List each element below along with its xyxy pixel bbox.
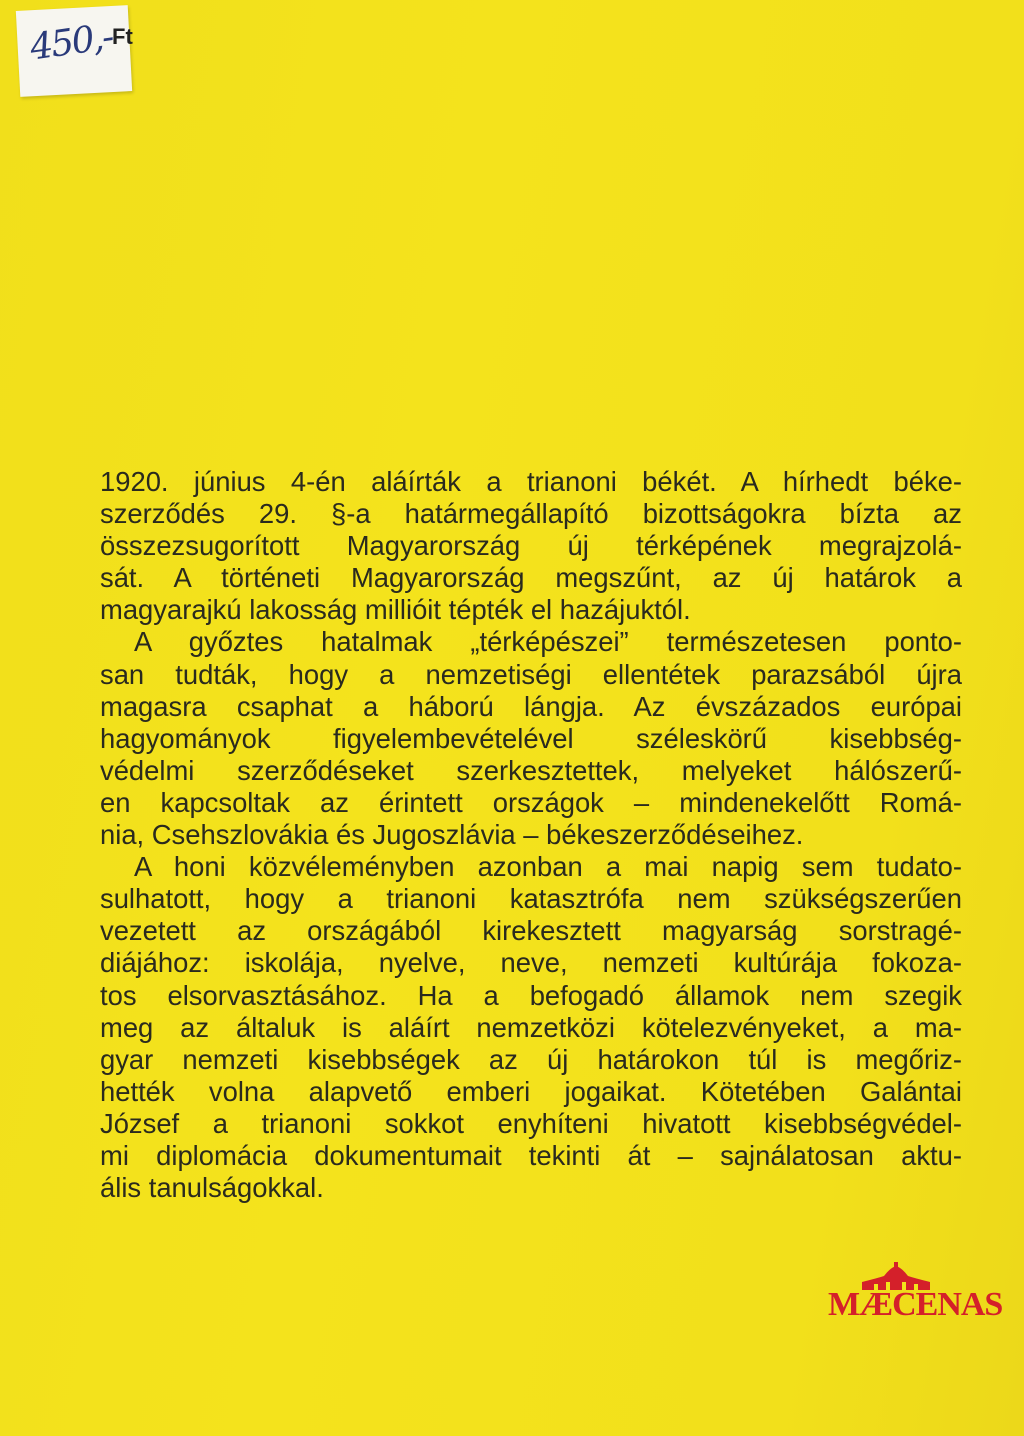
price-currency: Ft: [112, 24, 133, 49]
handwritten-price: 450,-: [27, 16, 115, 69]
blurb-line: vezetett az országából kirekesztett magyarság sorstragé-: [100, 915, 962, 947]
blurb-line: meg az általuk is aláírt nemzetközi kötelezvényeket, a ma-: [100, 1011, 962, 1043]
blurb-line: A honi közvéleményben azonban a mai napig sem tudato-: [134, 851, 962, 883]
blurb-paragraph-3: [100, 851, 962, 1204]
blurb-line: sulhatott, hogy a trianoni katasztrófa nem szükségszerűen: [100, 883, 962, 915]
publisher-wordmark: MÆCENAS: [828, 1286, 1003, 1323]
blurb-line: A győztes hatalmak „térképészei” természetesen ponto-: [134, 626, 962, 658]
blurb-line: sát. A történeti Magyarország megszűnt, az új határok a: [100, 562, 962, 594]
blurb-paragraph-1: [100, 466, 962, 626]
blurb-line: san tudták, hogy a nemzetiségi ellentétek parazsából újra: [100, 658, 962, 690]
blurb-line: szerződés 29. §-a határmegállapító bizottságokra bízta az: [100, 498, 962, 530]
blurb-line: ális tanulságokkal.: [100, 1172, 324, 1204]
blurb-line: mi diplomácia dokumentumait tekinti át – sajnálatosan aktu-: [100, 1139, 962, 1171]
blurb-line: hették volna alapvető emberi jogaikat. Kötetében Galántai: [100, 1075, 962, 1107]
publisher-logo: [828, 1262, 1003, 1328]
blurb-line: nia, Csehszlovákia és Jugoszlávia – békeszerződéseihez.: [100, 819, 804, 851]
back-cover-blurb: [100, 466, 962, 1204]
blurb-paragraph-2: [100, 626, 962, 851]
blurb-line: diájához: iskolája, nyelve, neve, nemzeti kultúrája fokoza-: [100, 947, 962, 979]
blurb-line: József a trianoni sokkot enyhíteni hivatott kisebbségvédel-: [100, 1107, 962, 1139]
blurb-line: magyarajkú lakosság millióit tépték el hazájuktól.: [100, 594, 691, 626]
blurb-line: gyar nemzeti kisebbségek az új határokon túl is megőriz-: [100, 1043, 962, 1075]
blurb-line: védelmi szerződéseket szerkesztettek, melyeket hálószerű-: [100, 754, 962, 786]
blurb-line: 1920. június 4-én aláírták a trianoni békét. A hírhedt béke-: [100, 466, 962, 497]
blurb-line: hagyományok figyelembevételével széleskörű kisebbség-: [100, 722, 962, 754]
blurb-line: összezsugorított Magyarország új térképének megrajzolá-: [100, 530, 962, 562]
blurb-line: en kapcsoltak az érintett országok – mindenekelőtt Romá-: [100, 786, 962, 818]
blurb-line: magasra csaphat a háború lángja. Az évszázados európai: [100, 690, 962, 722]
blurb-line: tos elsorvasztásához. Ha a befogadó államok nem szegik: [100, 979, 962, 1011]
